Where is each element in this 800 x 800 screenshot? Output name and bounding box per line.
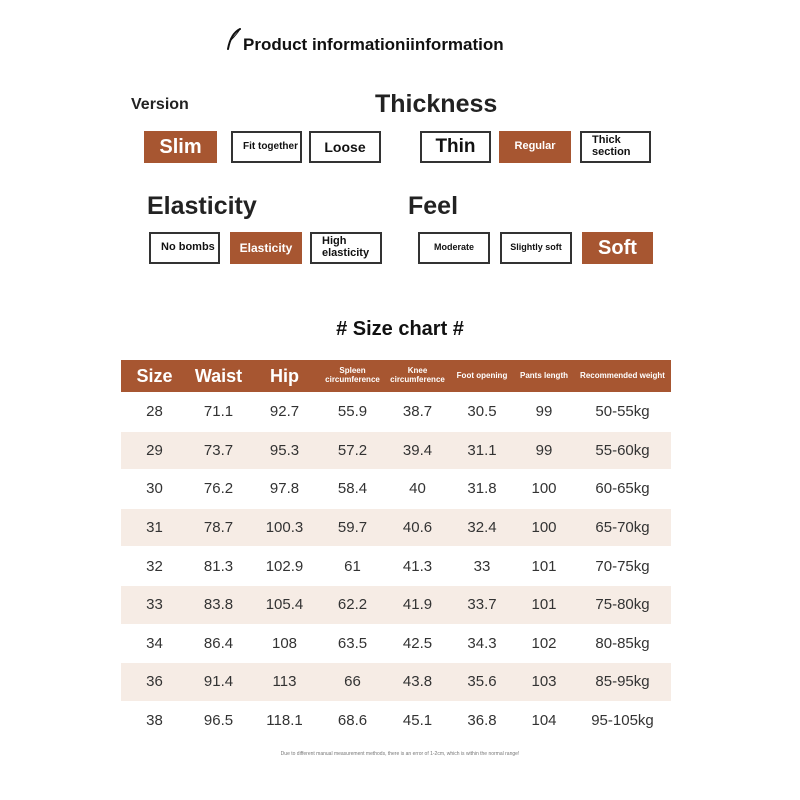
table-cell: 95-105kg (574, 701, 671, 739)
table-cell: 81.3 (188, 547, 249, 586)
table-row (121, 701, 671, 739)
feel-option-soft[interactable]: Soft (582, 232, 653, 264)
table-cell: 92.7 (249, 393, 320, 432)
table-cell: 95.3 (249, 431, 320, 470)
thickness-label: Thickness (375, 90, 498, 118)
table-cell: 113 (249, 663, 320, 702)
table-cell: 97.8 (249, 470, 320, 509)
table-cell: 103 (514, 663, 574, 702)
table-cell: 65-70kg (574, 508, 671, 547)
table-cell: 101 (514, 585, 574, 624)
table-cell: 43.8 (385, 663, 450, 702)
feel-label: Feel (408, 192, 459, 220)
table-cell: 118.1 (249, 701, 320, 739)
table-cell: 31 (121, 508, 188, 547)
header-foot-opening: Foot opening (450, 360, 514, 393)
table-cell: 33 (121, 585, 188, 624)
table-cell: 33 (450, 547, 514, 586)
table-cell: 100.3 (249, 508, 320, 547)
table-cell: 38 (121, 701, 188, 739)
table-cell: 73.7 (188, 431, 249, 470)
table-cell: 36 (121, 663, 188, 702)
elasticity-option-elasticity[interactable]: Elasticity (230, 232, 302, 264)
table-cell: 91.4 (188, 663, 249, 702)
table-row (121, 431, 671, 470)
table-header-row (121, 360, 671, 393)
table-cell: 105.4 (249, 585, 320, 624)
size-chart-title: # Size chart # (336, 318, 464, 340)
header-pants-length: Pants length (514, 360, 574, 393)
measurement-note: Due to different manual measurement methods, there is an error of 1-2cm, which is within the normal range! (280, 751, 520, 757)
header-waist: Waist (188, 360, 249, 393)
header-knee-circumference: Knee circumference (385, 360, 450, 393)
table-cell: 83.8 (188, 585, 249, 624)
table-cell: 86.4 (188, 624, 249, 663)
feel-option-slightly-soft[interactable]: Slightly soft (500, 232, 572, 264)
table-cell: 31.8 (450, 470, 514, 509)
size-chart-table (121, 360, 671, 739)
table-cell: 35.6 (450, 663, 514, 702)
table-cell: 71.1 (188, 393, 249, 432)
elasticity-label: Elasticity (147, 192, 257, 220)
header-spleen-circumference: Spleen circumference (320, 360, 385, 393)
table-cell: 34 (121, 624, 188, 663)
table-row (121, 393, 671, 432)
table-cell: 42.5 (385, 624, 450, 663)
table-cell: 100 (514, 508, 574, 547)
table-cell: 55.9 (320, 393, 385, 432)
table-cell: 57.2 (320, 431, 385, 470)
table-cell: 33.7 (450, 585, 514, 624)
table-cell: 99 (514, 431, 574, 470)
table-cell: 102 (514, 624, 574, 663)
table-cell: 29 (121, 431, 188, 470)
table-cell: 32 (121, 547, 188, 586)
version-option-loose[interactable]: Loose (309, 131, 381, 163)
table-row (121, 547, 671, 586)
table-cell: 55-60kg (574, 431, 671, 470)
elasticity-option-high-elasticity[interactable]: High elasticity (310, 232, 382, 264)
table-row (121, 624, 671, 663)
table-cell: 34.3 (450, 624, 514, 663)
table-cell: 58.4 (320, 470, 385, 509)
table-cell: 40 (385, 470, 450, 509)
table-cell: 66 (320, 663, 385, 702)
table-cell: 80-85kg (574, 624, 671, 663)
version-label: Version (131, 96, 189, 113)
elasticity-option-no-bombs[interactable]: No bombs (149, 232, 220, 264)
table-cell: 75-80kg (574, 585, 671, 624)
page-title: Product informationiinformation (243, 35, 504, 54)
table-cell: 108 (249, 624, 320, 663)
table-cell: 104 (514, 701, 574, 739)
table-row (121, 663, 671, 702)
header-recommended-weight: Recommended weight (574, 360, 671, 393)
feel-option-moderate[interactable]: Moderate (418, 232, 490, 264)
table-row (121, 585, 671, 624)
table-cell: 62.2 (320, 585, 385, 624)
table-cell: 41.9 (385, 585, 450, 624)
table-row (121, 508, 671, 547)
table-cell: 59.7 (320, 508, 385, 547)
table-cell: 31.1 (450, 431, 514, 470)
header-hip: Hip (249, 360, 320, 393)
version-option-slim[interactable]: Slim (144, 131, 217, 163)
table-cell: 78.7 (188, 508, 249, 547)
table-cell: 68.6 (320, 701, 385, 739)
table-cell: 102.9 (249, 547, 320, 586)
table-cell: 38.7 (385, 393, 450, 432)
header-size: Size (121, 360, 188, 393)
table-cell: 101 (514, 547, 574, 586)
version-option-fit-together[interactable]: Fit together (231, 131, 302, 163)
table-cell: 63.5 (320, 624, 385, 663)
table-cell: 100 (514, 470, 574, 509)
feather-icon (226, 28, 242, 50)
table-cell: 41.3 (385, 547, 450, 586)
table-cell: 99 (514, 393, 574, 432)
table-cell: 30 (121, 470, 188, 509)
table-row (121, 470, 671, 509)
thickness-option-thin[interactable]: Thin (420, 131, 491, 163)
table-cell: 76.2 (188, 470, 249, 509)
table-cell: 70-75kg (574, 547, 671, 586)
table-cell: 30.5 (450, 393, 514, 432)
table-cell: 40.6 (385, 508, 450, 547)
table-cell: 36.8 (450, 701, 514, 739)
table-cell: 50-55kg (574, 393, 671, 432)
table-cell: 61 (320, 547, 385, 586)
thickness-option-regular[interactable]: Regular (499, 131, 571, 163)
table-cell: 45.1 (385, 701, 450, 739)
table-cell: 28 (121, 393, 188, 432)
table-cell: 32.4 (450, 508, 514, 547)
table-cell: 60-65kg (574, 470, 671, 509)
table-cell: 39.4 (385, 431, 450, 470)
thickness-option-thick-section[interactable]: Thick section (580, 131, 651, 163)
table-cell: 85-95kg (574, 663, 671, 702)
table-cell: 96.5 (188, 701, 249, 739)
